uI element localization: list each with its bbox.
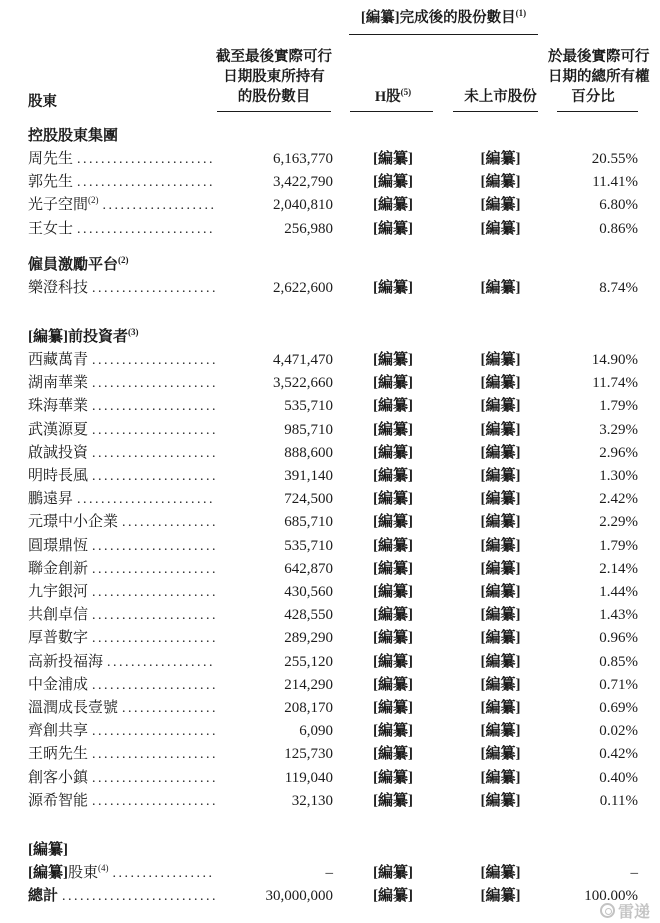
- post-completion-span-header: [349, 8, 538, 35]
- row-name: 源希智能: [28, 792, 89, 809]
- row-current-shares: 289,290: [284, 630, 333, 647]
- row-unlisted-shares: [編纂]: [480, 444, 521, 461]
- row-ownership-pct: 6.80%: [599, 197, 638, 214]
- header-current-shares-line2: 日期股東所持有: [223, 69, 325, 85]
- header-rule: [557, 111, 638, 112]
- header-rule: [350, 111, 433, 112]
- table-row: [28, 767, 638, 790]
- row-h-shares: [編纂]: [373, 220, 413, 237]
- row-h-shares: [編纂]: [373, 653, 413, 670]
- dot-leader: [92, 720, 215, 743]
- row-ownership-pct: 20.55%: [591, 151, 638, 167]
- row-current-shares: 685,710: [284, 514, 333, 531]
- table-header: [28, 8, 650, 112]
- row-current-shares: 208,170: [284, 700, 333, 717]
- row-name: 齊創共享: [28, 723, 89, 740]
- row-current-shares: –: [325, 865, 333, 882]
- row-name: 武漢源夏: [28, 421, 89, 438]
- row-name-cell: [28, 767, 215, 790]
- section-title: 僱員激勵平台$^{(2)}$: [28, 254, 129, 273]
- row-h-shares: [編纂]: [373, 792, 413, 809]
- row-unlisted-shares: [編纂]: [480, 468, 521, 485]
- dot-leader: [77, 488, 215, 511]
- row-name: 珠海華業: [28, 398, 89, 415]
- row-name-cell: [28, 604, 215, 627]
- table-row: [28, 790, 638, 813]
- dot-leader: [77, 148, 215, 171]
- table-row: [28, 372, 638, 395]
- row-current-shares: 724,500: [284, 491, 333, 508]
- row-ownership-pct: 1.30%: [599, 468, 638, 485]
- row-unlisted-shares: [編纂]: [480, 151, 521, 167]
- row-ownership-pct: –: [630, 865, 638, 882]
- row-name: 明時長風: [28, 468, 89, 485]
- header-unlisted-shares: [453, 47, 548, 112]
- row-current-shares: 535,710: [284, 537, 333, 554]
- header-rule: [217, 111, 331, 112]
- row-name-cell: [28, 790, 215, 813]
- row-ownership-pct: 11.74%: [592, 375, 638, 392]
- row-current-shares: 535,710: [284, 398, 333, 415]
- row-name-cell: [28, 488, 215, 511]
- row-unlisted-shares: [編纂]: [480, 607, 521, 624]
- row-name-cell: [28, 697, 215, 720]
- dot-leader: [62, 885, 215, 908]
- row-ownership-pct: 2.42%: [599, 491, 638, 508]
- row-h-shares: [編纂]: [373, 560, 413, 577]
- row-h-shares: [編纂]: [373, 279, 413, 296]
- row-current-shares: 256,980: [284, 220, 333, 237]
- row-current-shares: 3,422,790: [273, 174, 333, 191]
- row-name-cell: [28, 442, 215, 465]
- dot-leader: [92, 627, 215, 650]
- header-current-shares-line1: 截至最後實際可行: [216, 49, 332, 65]
- row-current-shares: 428,550: [284, 607, 333, 624]
- row-name-cell: [28, 535, 215, 558]
- dot-leader: [92, 581, 215, 604]
- row-h-shares: [編纂]: [373, 375, 413, 392]
- row-current-shares: 642,870: [284, 560, 333, 577]
- dot-leader: [92, 767, 215, 790]
- row-name-cell: [28, 627, 215, 650]
- row-name: 元璟中小企業: [28, 514, 119, 531]
- row-h-shares: [編纂]: [373, 444, 413, 461]
- table-row: [28, 218, 638, 241]
- row-name-cell: [28, 419, 215, 442]
- row-name-cell: [28, 862, 215, 885]
- header-ownership-line1: 於最後實際可行: [548, 49, 650, 65]
- row-name: 鵬遠昇: [28, 491, 74, 508]
- row-current-shares: 2,040,810: [273, 197, 333, 214]
- row-ownership-pct: 2.14%: [599, 560, 638, 577]
- dot-leader: [92, 604, 215, 627]
- table-row: [28, 442, 638, 465]
- row-name: [編纂]股東$^{(4)}$: [28, 863, 109, 882]
- row-name-cell: [28, 349, 215, 372]
- row-name: 九宇銀河: [28, 584, 89, 601]
- row-name-cell: [28, 465, 215, 488]
- table-row: [28, 535, 638, 558]
- row-name: 中金浦成: [28, 676, 89, 693]
- row-name: 總計: [28, 888, 59, 905]
- table-row: [28, 743, 638, 766]
- table-row: [28, 581, 638, 604]
- row-current-shares: 985,710: [284, 421, 333, 438]
- row-unlisted-shares: [編纂]: [480, 220, 521, 237]
- row-current-shares: 391,140: [284, 468, 333, 485]
- table-row: [28, 674, 638, 697]
- dot-leader: [92, 558, 215, 581]
- row-ownership-pct: 100.00%: [584, 888, 638, 905]
- dot-leader: [92, 674, 215, 697]
- table-row: [28, 465, 638, 488]
- row-ownership-pct: 0.11%: [599, 792, 638, 809]
- row-name-cell: [28, 651, 215, 674]
- header-ownership-line3: 百分比: [571, 89, 615, 105]
- table-row: [28, 194, 638, 217]
- table-row: [28, 395, 638, 418]
- row-unlisted-shares: [編纂]: [480, 723, 521, 740]
- row-name-cell: [28, 511, 215, 534]
- row-h-shares: [編纂]: [373, 537, 413, 554]
- dot-leader: [122, 697, 215, 720]
- row-name: 郭先生: [28, 174, 74, 191]
- row-unlisted-shares: [編纂]: [480, 653, 521, 670]
- section-rows: [28, 349, 638, 813]
- row-ownership-pct: 0.86%: [599, 220, 638, 237]
- header-current-shares: [215, 47, 333, 112]
- table-section: [28, 839, 638, 908]
- dot-leader: [92, 349, 215, 372]
- row-unlisted-shares: [編纂]: [480, 676, 521, 693]
- row-name-cell: [28, 720, 215, 743]
- table-row: [28, 558, 638, 581]
- section-rows: [28, 277, 638, 300]
- row-h-shares: [編纂]: [373, 174, 413, 191]
- section-rows: [28, 148, 638, 241]
- row-name: 啟誠投資: [28, 444, 89, 461]
- table-section: [28, 254, 638, 300]
- table-row: [28, 651, 638, 674]
- row-name: 高新投福海: [28, 653, 104, 670]
- row-name-cell: [28, 674, 215, 697]
- row-name-cell: [28, 581, 215, 604]
- row-ownership-pct: 3.29%: [599, 421, 638, 438]
- row-current-shares: 32,130: [291, 792, 333, 809]
- dot-leader: [92, 465, 215, 488]
- row-current-shares: 4,471,470: [273, 352, 333, 369]
- row-unlisted-shares: [編纂]: [480, 398, 521, 415]
- dot-leader: [92, 535, 215, 558]
- row-name: 光子空間$^{(2)}$: [28, 195, 99, 214]
- row-h-shares: [編纂]: [373, 398, 413, 415]
- dot-leader: [92, 442, 215, 465]
- row-h-shares: [編纂]: [373, 865, 413, 882]
- row-unlisted-shares: [編纂]: [480, 421, 521, 438]
- table-row: [28, 627, 638, 650]
- row-h-shares: [編纂]: [373, 584, 413, 601]
- table-row: [28, 885, 638, 908]
- row-ownership-pct: 14.90%: [591, 352, 638, 369]
- row-unlisted-shares: [編纂]: [480, 865, 521, 882]
- table-row: [28, 171, 638, 194]
- h-share-footnote-sup: (5): [400, 87, 412, 98]
- row-h-shares: [編纂]: [373, 491, 413, 508]
- row-h-shares: [編纂]: [373, 468, 413, 485]
- row-unlisted-shares: [編纂]: [480, 746, 521, 763]
- header-ownership-pct: [548, 47, 650, 112]
- row-ownership-pct: 0.69%: [599, 700, 638, 717]
- row-current-shares: 125,730: [284, 746, 333, 763]
- row-name-cell: [28, 743, 215, 766]
- row-ownership-pct: 1.44%: [599, 584, 638, 601]
- row-unlisted-shares: [編纂]: [480, 769, 521, 786]
- row-ownership-pct: 0.40%: [599, 769, 638, 786]
- row-ownership-pct: 0.42%: [599, 746, 638, 763]
- row-name: 樂澄科技: [28, 279, 89, 296]
- header-shareholder-label: 股東: [28, 94, 57, 110]
- header-ownership-line2: 日期的總所有權: [548, 69, 650, 85]
- row-unlisted-shares: [編纂]: [480, 700, 521, 717]
- row-unlisted-shares: [編纂]: [480, 514, 521, 531]
- row-current-shares: 3,522,660: [273, 375, 333, 392]
- row-name: 圓璟鼎恆: [28, 537, 89, 554]
- dot-leader: [77, 218, 215, 241]
- section-rows: [28, 862, 638, 908]
- row-name: 王昞先生: [28, 746, 89, 763]
- row-current-shares: 30,000,000: [265, 888, 333, 905]
- row-name: 西藏萬青: [28, 352, 89, 369]
- dot-leader: [92, 372, 215, 395]
- table-row: [28, 604, 638, 627]
- row-name-cell: [28, 372, 215, 395]
- row-unlisted-shares: [編纂]: [480, 197, 521, 214]
- row-ownership-pct: 11.41%: [592, 174, 638, 191]
- table-row: [28, 511, 638, 534]
- section-title: [編纂]: [28, 842, 68, 859]
- row-h-shares: [編纂]: [373, 514, 413, 531]
- row-unlisted-shares: [編纂]: [480, 279, 521, 296]
- row-current-shares: 6,163,770: [273, 151, 333, 167]
- row-ownership-pct: 0.96%: [599, 630, 638, 647]
- row-unlisted-shares: [編纂]: [480, 352, 521, 369]
- dot-leader: [113, 862, 215, 885]
- dot-leader: [92, 743, 215, 766]
- watermark: [600, 899, 650, 922]
- row-name-cell: [28, 885, 215, 908]
- row-name-cell: [28, 171, 215, 194]
- table-section: [28, 125, 638, 241]
- row-name-cell: [28, 194, 215, 217]
- table-row: [28, 277, 638, 300]
- row-h-shares: [編纂]: [373, 352, 413, 369]
- row-ownership-pct: 1.79%: [599, 398, 638, 415]
- row-unlisted-shares: [編纂]: [480, 792, 521, 809]
- table-row: [28, 697, 638, 720]
- row-name-cell: [28, 558, 215, 581]
- row-h-shares: [編纂]: [373, 769, 413, 786]
- row-unlisted-shares: [編纂]: [480, 174, 521, 191]
- row-unlisted-shares: [編纂]: [480, 560, 521, 577]
- row-name: 聯金創新: [28, 560, 89, 577]
- table-body: [28, 125, 638, 908]
- dot-leader: [77, 171, 215, 194]
- row-h-shares: [編纂]: [373, 746, 413, 763]
- section-title: 控股股東集團: [28, 128, 119, 144]
- header-h-shares-label: H股$^{(5)}$: [374, 87, 412, 105]
- dot-leader: [92, 277, 215, 300]
- table-row: [28, 862, 638, 885]
- row-h-shares: [編纂]: [373, 630, 413, 647]
- watermark-text: 雷递: [617, 904, 650, 921]
- table-row: [28, 720, 638, 743]
- post-completion-footnote-sup: (1): [515, 8, 527, 19]
- row-ownership-pct: 2.29%: [599, 514, 638, 531]
- row-ownership-pct: 2.96%: [599, 444, 638, 461]
- row-name-cell: [28, 218, 215, 241]
- dot-leader: [92, 419, 215, 442]
- row-name-cell: [28, 148, 215, 171]
- table-row: [28, 148, 638, 171]
- dot-leader: [122, 511, 215, 534]
- dot-leader: [92, 790, 215, 813]
- dot-leader: [107, 651, 215, 674]
- row-current-shares: 6,090: [299, 723, 333, 740]
- row-ownership-pct: 0.02%: [599, 723, 638, 740]
- post-completion-title: [編纂]完成後的股份數目: [360, 10, 516, 26]
- row-current-shares: 430,560: [284, 584, 333, 601]
- row-h-shares: [編纂]: [373, 723, 413, 740]
- row-unlisted-shares: [編纂]: [480, 537, 521, 554]
- row-unlisted-shares: [編纂]: [480, 375, 521, 392]
- header-unlisted-label: 未上市股份: [464, 89, 537, 105]
- dot-leader: [103, 194, 215, 217]
- table-row: [28, 419, 638, 442]
- row-h-shares: [編纂]: [373, 676, 413, 693]
- row-current-shares: 255,120: [284, 653, 333, 670]
- row-unlisted-shares: [編纂]: [480, 630, 521, 647]
- row-h-shares: [編纂]: [373, 888, 413, 905]
- row-unlisted-shares: [編纂]: [480, 491, 521, 508]
- row-name: 厚普數字: [28, 630, 89, 647]
- header-rule: [453, 111, 538, 112]
- row-h-shares: [編纂]: [373, 151, 413, 167]
- dot-leader: [92, 395, 215, 418]
- table-row: [28, 488, 638, 511]
- row-ownership-pct: 8.74%: [599, 279, 638, 296]
- row-h-shares: [編纂]: [373, 700, 413, 717]
- row-unlisted-shares: [編纂]: [480, 584, 521, 601]
- row-ownership-pct: 0.71%: [599, 676, 638, 693]
- row-name: 溫潤成長壹號: [28, 700, 119, 717]
- row-h-shares: [編纂]: [373, 607, 413, 624]
- row-current-shares: 119,040: [284, 769, 333, 786]
- row-current-shares: 214,290: [284, 676, 333, 693]
- row-current-shares: 2,622,600: [273, 279, 333, 296]
- table-row: [28, 349, 638, 372]
- row-ownership-pct: 1.79%: [599, 537, 638, 554]
- row-ownership-pct: 0.85%: [599, 653, 638, 670]
- row-name: 湖南華業: [28, 375, 89, 392]
- header-h-shares: [333, 47, 453, 112]
- header-shareholder: [28, 47, 215, 112]
- row-name: 創客小鎮: [28, 769, 89, 786]
- row-unlisted-shares: [編纂]: [480, 888, 521, 905]
- row-h-shares: [編纂]: [373, 197, 413, 214]
- row-h-shares: [編纂]: [373, 421, 413, 438]
- row-name: 周先生: [28, 151, 74, 167]
- row-name-cell: [28, 277, 215, 300]
- row-name: 王女士: [28, 220, 74, 237]
- table-section: [28, 326, 638, 813]
- header-current-shares-line3: 的股份數目: [237, 89, 311, 105]
- row-name-cell: [28, 395, 215, 418]
- row-ownership-pct: 1.43%: [599, 607, 638, 624]
- row-current-shares: 888,600: [284, 444, 333, 461]
- row-name: 共創卓信: [28, 607, 89, 624]
- section-title: [編纂]前投資者$^{(3)}$: [28, 327, 139, 346]
- watermark-logo-icon: [600, 903, 615, 918]
